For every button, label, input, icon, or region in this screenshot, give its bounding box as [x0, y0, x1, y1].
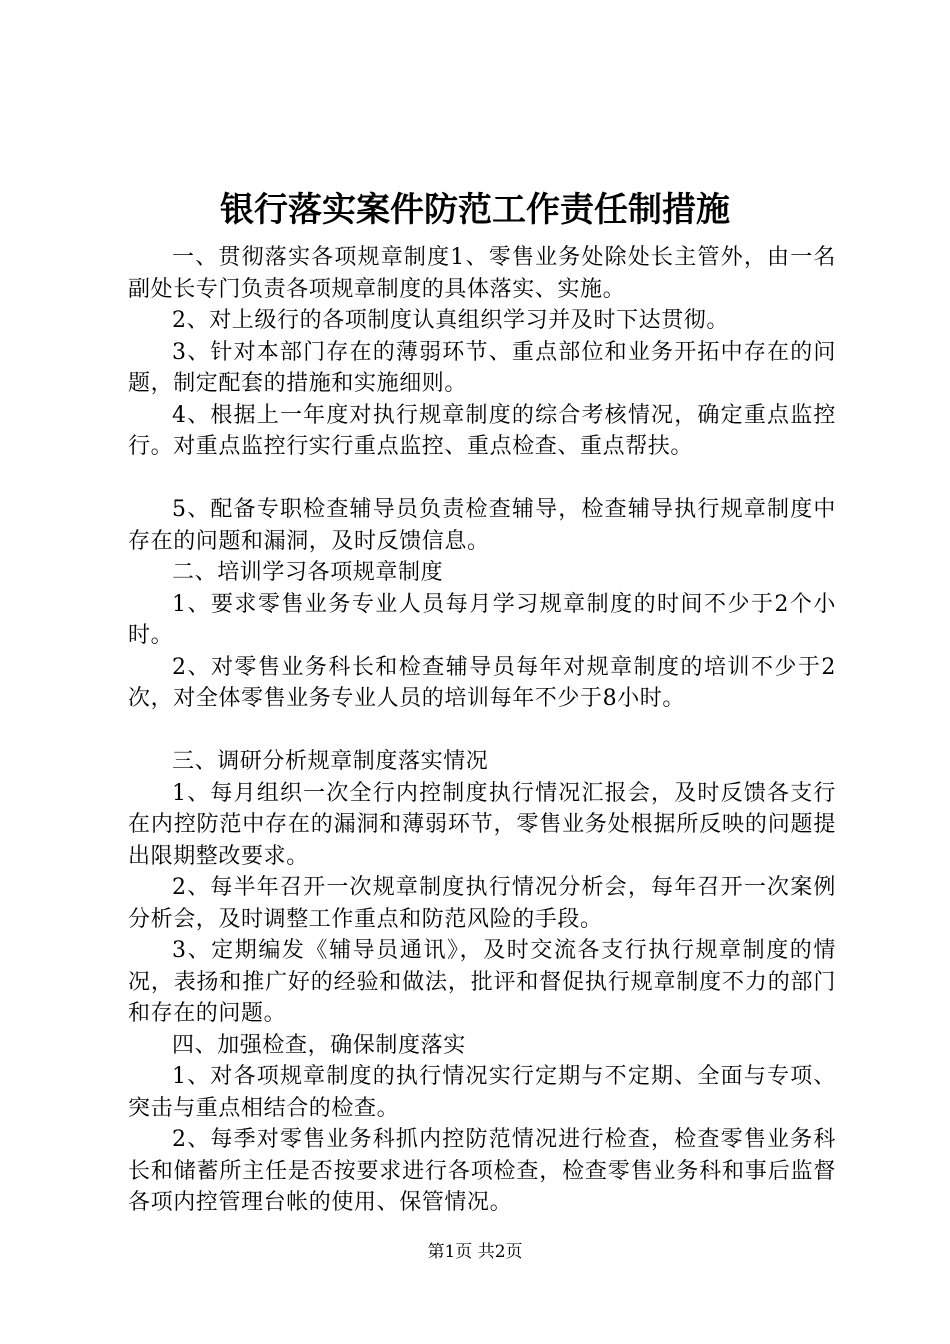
paragraph-section-2-item-1: 1、要求零售业务专业人员每月学习规章制度的时间不少于2个小时。	[128, 591, 836, 648]
paragraph-section-4-item-2: 2、每季对零售业务科抓内控防范情况进行检查，检查零售业务科长和储蓄所主任是否按要求进行各项检查，检查零售业务科和事后监督各项内控管理台帐的使用、保管情况。	[128, 1127, 836, 1215]
paragraph-section-1-item-2: 2、对上级行的各项制度认真组织学习并及时下达贯彻。	[172, 308, 729, 333]
paragraph-section-3-item-2: 2、每半年召开一次规章制度执行情况分析会，每年召开一次案例分析会，及时调整工作重点和防范风险的手段。	[128, 875, 836, 932]
paragraph-section-1-item-4: 4、根据上一年度对执行规章制度的综合考核情况，确定重点监控行。对重点监控行实行重点监控、重点检查、重点帮扶。	[128, 402, 836, 459]
document-title: 银行落实案件防范工作责任制措施	[220, 190, 730, 230]
paragraph-section-3-item-3: 3、定期编发《辅导员通讯》，及时交流各支行执行规章制度的情况，表扬和推广好的经验和做法，批评和督促执行规章制度不力的部门和存在的问题。	[128, 938, 836, 1026]
paragraph-section-1-item-1: 一、贯彻落实各项规章制度1、零售业务处除处长主管外，由一名副处长专门负责各项规章制度的具体落实、实施。	[128, 245, 836, 302]
page-number-footer: 第1页 共2页	[427, 1242, 523, 1262]
paragraph-section-2-item-2: 2、对零售业务科长和检查辅导员每年对规章制度的培训不少于2次，对全体零售业务专业人员的培训每年不少于8小时。	[128, 654, 836, 711]
paragraph-section-3-item-1: 1、每月组织一次全行内控制度执行情况汇报会，及时反馈各支行在内控防范中存在的漏洞和薄弱环节，零售业务处根据所反映的问题提出限期整改要求。	[128, 780, 836, 869]
paragraph-section-1-item-3: 3、针对本部门存在的薄弱环节、重点部位和业务开拓中存在的问题，制定配套的措施和实施细则。	[128, 339, 836, 396]
paragraph-section-4-item-1: 1、对各项规章制度的执行情况实行定期与不定期、全面与专项、突击与重点相结合的检查。	[128, 1064, 836, 1121]
section-heading-4: 四、加强检查，确保制度落实	[172, 1032, 466, 1058]
section-heading-2: 二、培训学习各项规章制度	[172, 560, 444, 585]
paragraph-section-1-item-5: 5、配备专职检查辅导员负责检查辅导，检查辅导执行规章制度中存在的问题和漏洞，及时反馈信息。	[128, 497, 836, 554]
document-body	[128, 242, 836, 1219]
section-heading-3: 三、调研分析规章制度落实情况	[172, 749, 489, 774]
